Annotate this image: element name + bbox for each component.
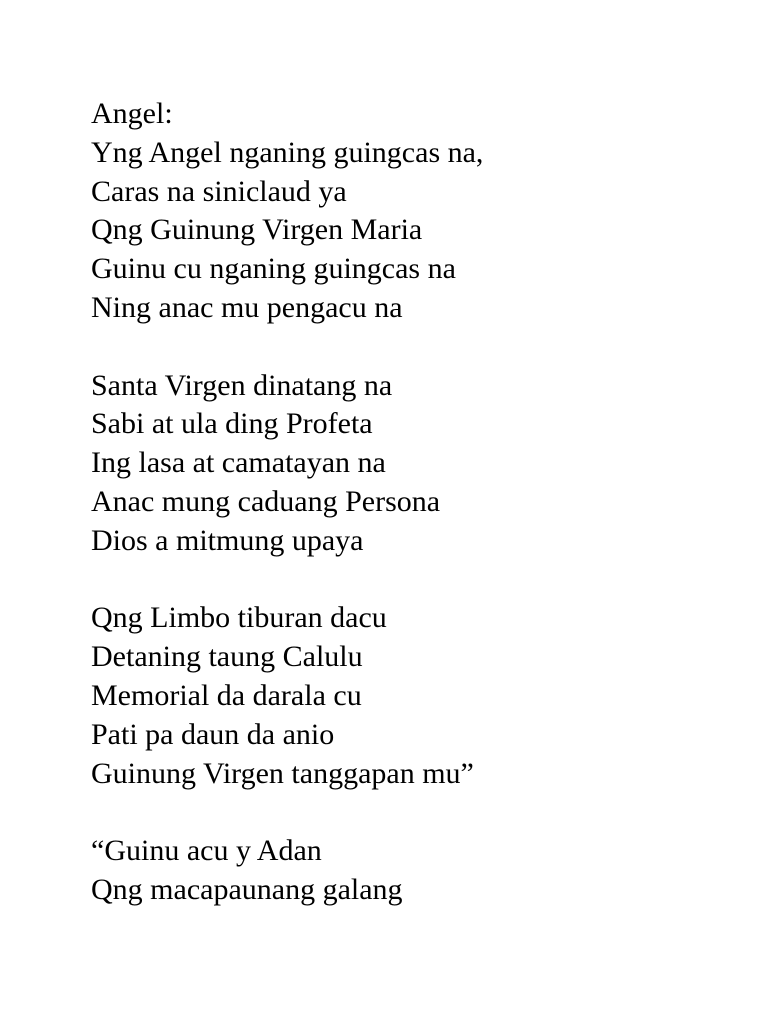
stanza-3 — [91, 599, 731, 793]
stanza-line: Qng macapaunang galang — [91, 872, 403, 906]
stanza-line: Caras na siniclaud ya — [91, 174, 347, 208]
document-page — [91, 95, 731, 910]
stanza-2 — [91, 367, 731, 561]
stanza-line: Yng Angel nganing guingcas na, — [91, 135, 484, 169]
stanza-line: Angel: — [91, 97, 173, 130]
stanza-line: Memorial da darala cu — [91, 678, 362, 712]
stanza-line: Qng Limbo tiburan dacu — [91, 601, 387, 635]
stanza-line: “Guinu acu y Adan — [91, 834, 322, 868]
stanza-1 — [91, 95, 731, 328]
stanza-line: Santa Virgen dinatang na — [91, 368, 393, 402]
stanza-line: Pati pa daun da anio — [91, 717, 335, 751]
stanza-line: Sabi at ula ding Profeta — [91, 407, 373, 441]
stanza-line: Anac mung caduang Persona — [91, 484, 441, 518]
stanza-line: Guinu cu nganing guingcas na — [91, 252, 456, 286]
stanza-line: Ing lasa at camatayan na — [91, 446, 386, 480]
stanza-line: Guinung Virgen tanggapan mu” — [91, 756, 474, 790]
stanza-line: Dios a mitmung upaya — [91, 523, 364, 557]
stanza-line: Detaning taung Calulu — [91, 640, 363, 674]
stanza-line: Ning anac mu pengacu na — [91, 290, 403, 324]
stanza-line: Qng Guinung Virgen Maria — [91, 213, 423, 247]
stanza-4 — [91, 832, 731, 910]
